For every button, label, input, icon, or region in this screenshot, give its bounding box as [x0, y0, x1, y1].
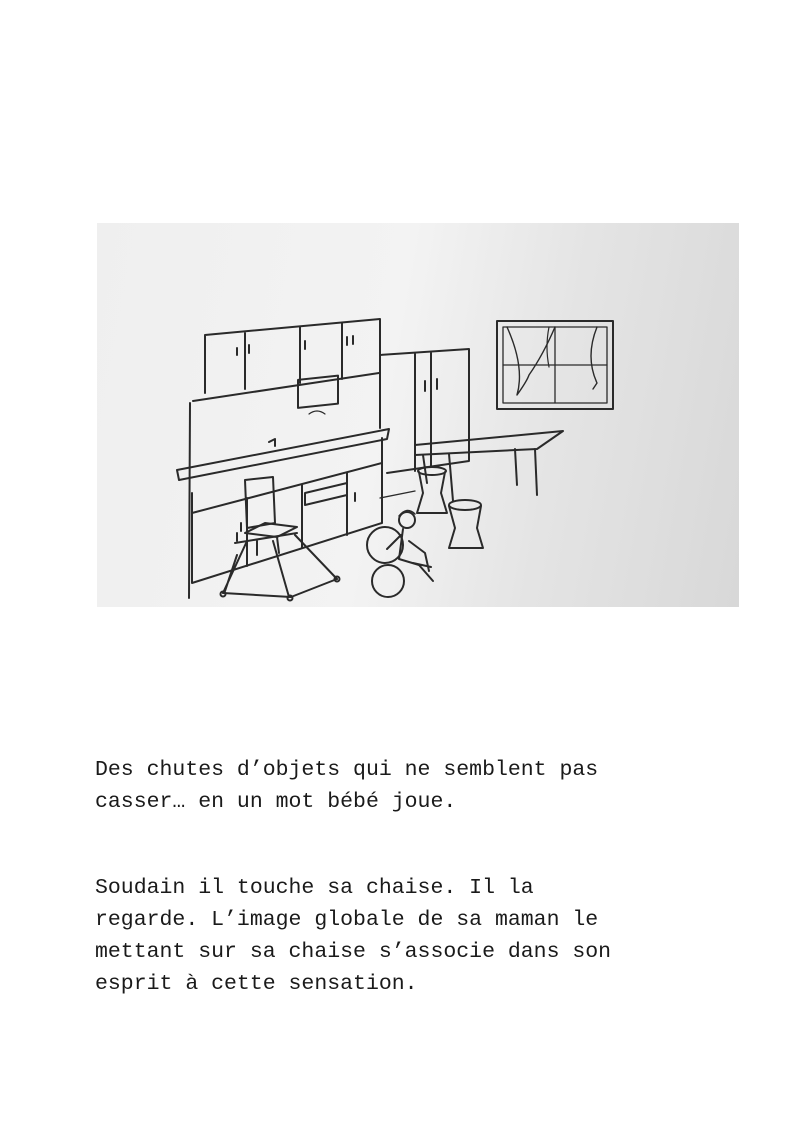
kitchen-illustration	[97, 223, 739, 607]
counter	[177, 429, 389, 583]
baby	[367, 510, 433, 597]
high-chair	[221, 477, 340, 601]
paragraph-1: Des chutes d’objets qui ne semblent pas casser… en un mot bébé joue.	[95, 758, 599, 814]
paragraph-2: Soudain il touche sa chaise. Il la regarde. L’image globale de sa maman le mettant sur sa chaise s’associe dans son esprit à cette sensation.	[95, 876, 612, 996]
window	[497, 321, 613, 409]
upper-cabinets	[193, 319, 380, 401]
